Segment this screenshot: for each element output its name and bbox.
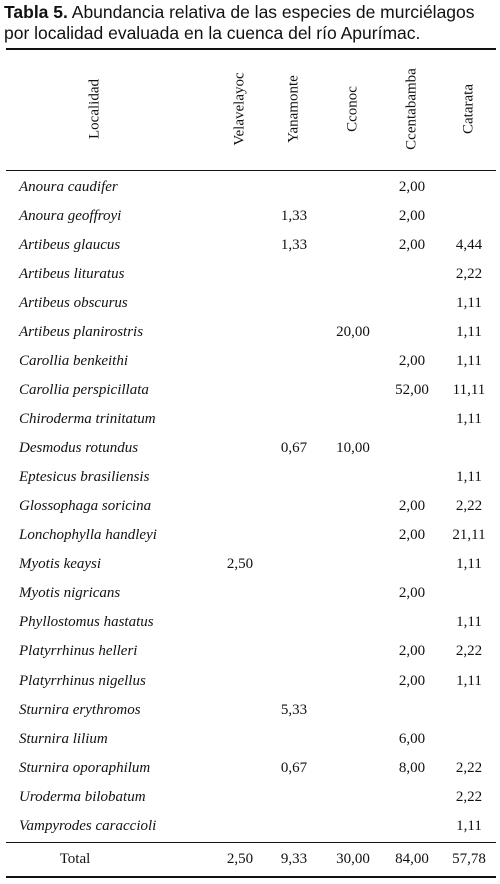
species-name: Sturnira oporaphilum — [19, 759, 151, 776]
bottom-rule — [6, 876, 496, 878]
species-name: Anoura geoffroyi — [19, 208, 122, 225]
table-row — [0, 289, 500, 318]
header-localidad: Localidad — [86, 79, 103, 139]
species-name: Chiroderma trinitatum — [19, 411, 156, 428]
table-row — [0, 347, 500, 376]
cell-yanamonte: 0,67 — [280, 440, 308, 457]
table-row — [0, 783, 500, 812]
table-row — [0, 173, 500, 202]
table-row — [0, 579, 500, 608]
cell-ccentabamba: 2,00 — [398, 672, 426, 689]
header-rule — [6, 170, 496, 171]
cell-ccentabamba: 8,00 — [398, 759, 426, 776]
species-name: Sturnira lilium — [19, 730, 108, 747]
cell-catarata: 11,11 — [452, 382, 486, 399]
cell-catarata: 2,22 — [455, 788, 483, 805]
cell-catarata: 1,11 — [456, 614, 482, 631]
table-label: Tabla 5. — [4, 2, 68, 22]
table-row — [0, 667, 500, 696]
cell-catarata: 1,11 — [456, 672, 482, 689]
table-row — [0, 260, 500, 289]
table-row — [0, 754, 500, 783]
cell-ccentabamba: 2,00 — [398, 498, 426, 515]
total-label: Total — [59, 851, 91, 867]
cell-yanamonte: 1,33 — [280, 237, 308, 254]
cell-catarata: 1,11 — [456, 556, 482, 573]
total-ccentabamba: 84,00 — [395, 851, 429, 867]
header-velavelayoc: Velavelayoc — [231, 72, 248, 146]
species-name: Artibeus lituratus — [19, 266, 125, 283]
species-name: Artibeus glaucus — [19, 237, 121, 254]
cell-catarata: 2,22 — [455, 759, 483, 776]
species-name: Platyrrhinus nigellus — [19, 672, 146, 689]
species-name: Carollia benkeithi — [19, 353, 129, 370]
cell-catarata: 4,44 — [455, 237, 483, 254]
total-cconoc: 30,00 — [336, 851, 370, 867]
header-cconoc: Cconoc — [344, 86, 361, 132]
species-name: Platyrrhinus helleri — [19, 643, 138, 660]
header-yanamonte: Yanamonte — [285, 75, 302, 143]
cell-ccentabamba: 52,00 — [395, 382, 429, 399]
cell-yanamonte: 5,33 — [280, 701, 308, 718]
table-row — [0, 376, 500, 405]
species-name: Glossophaga soricina — [19, 498, 152, 515]
cell-catarata: 1,11 — [456, 817, 482, 834]
species-name: Artibeus obscurus — [19, 295, 128, 312]
table-row — [0, 608, 500, 637]
species-name: Uroderma bilobatum — [19, 788, 146, 805]
cell-ccentabamba: 2,00 — [398, 585, 426, 602]
cell-catarata: 1,11 — [456, 324, 482, 341]
table-row — [0, 463, 500, 492]
species-name: Myotis keaysi — [19, 556, 102, 573]
cell-ccentabamba: 2,00 — [398, 527, 426, 544]
table-row — [0, 231, 500, 260]
cell-cconoc: 20,00 — [336, 324, 370, 341]
species-name: Anoura caudifer — [19, 179, 118, 195]
total-velavelayoc: 2,50 — [226, 851, 254, 867]
species-name: Desmodus rotundus — [19, 440, 139, 457]
cell-yanamonte: 0,67 — [280, 759, 308, 776]
table-row — [0, 696, 500, 725]
cell-catarata: 1,11 — [456, 353, 482, 370]
cell-catarata: 2,22 — [455, 643, 483, 660]
total-yanamonte: 9,33 — [280, 851, 308, 867]
table-row — [0, 812, 500, 841]
species-name: Eptesicus brasiliensis — [19, 469, 150, 486]
table-caption — [4, 2, 498, 44]
cell-catarata: 21,11 — [452, 527, 486, 544]
species-name: Carollia perspicillata — [19, 382, 149, 399]
total-rule — [6, 842, 496, 843]
table-row — [0, 405, 500, 434]
header-catarata: Catarata — [460, 84, 477, 134]
cell-ccentabamba: 6,00 — [398, 730, 426, 747]
species-name: Vampyrodes caraccioli — [19, 817, 157, 834]
table-row — [0, 318, 500, 347]
cell-catarata: 1,11 — [456, 295, 482, 312]
total-catarata: 57,78 — [452, 851, 486, 867]
species-name: Myotis nigricans — [19, 585, 121, 602]
cell-cconoc: 10,00 — [336, 440, 370, 457]
total-row — [0, 844, 500, 874]
table-caption-text: Abundancia relativa de las especies de murciélagos por localidad evaluada en la cuenca del río Apurímac. — [4, 2, 475, 43]
species-name: Phyllostomus hastatus — [19, 614, 154, 631]
cell-ccentabamba: 2,00 — [398, 208, 426, 225]
table-row — [0, 521, 500, 550]
cell-ccentabamba: 2,00 — [398, 353, 426, 370]
cell-velavelayoc: 2,50 — [226, 556, 254, 573]
cell-catarata: 1,11 — [456, 411, 482, 428]
cell-ccentabamba: 2,00 — [398, 237, 426, 254]
cell-yanamonte: 1,33 — [280, 208, 308, 225]
cell-catarata: 2,22 — [455, 498, 483, 515]
table-row — [0, 492, 500, 521]
species-name: Artibeus planirostris — [19, 324, 144, 341]
cell-ccentabamba: 2,00 — [398, 643, 426, 660]
cell-catarata: 1,11 — [456, 469, 482, 486]
table-row — [0, 202, 500, 231]
cell-catarata: 2,22 — [455, 266, 483, 283]
table-row — [0, 434, 500, 463]
cell-ccentabamba: 2,00 — [398, 179, 426, 195]
table-row — [0, 725, 500, 754]
species-name: Lonchophylla handleyi — [19, 527, 157, 544]
species-name: Sturnira erythromos — [19, 701, 141, 718]
table-row — [0, 550, 500, 579]
header-ccentabamba: Ccentabamba — [403, 68, 420, 150]
table-row — [0, 637, 500, 666]
